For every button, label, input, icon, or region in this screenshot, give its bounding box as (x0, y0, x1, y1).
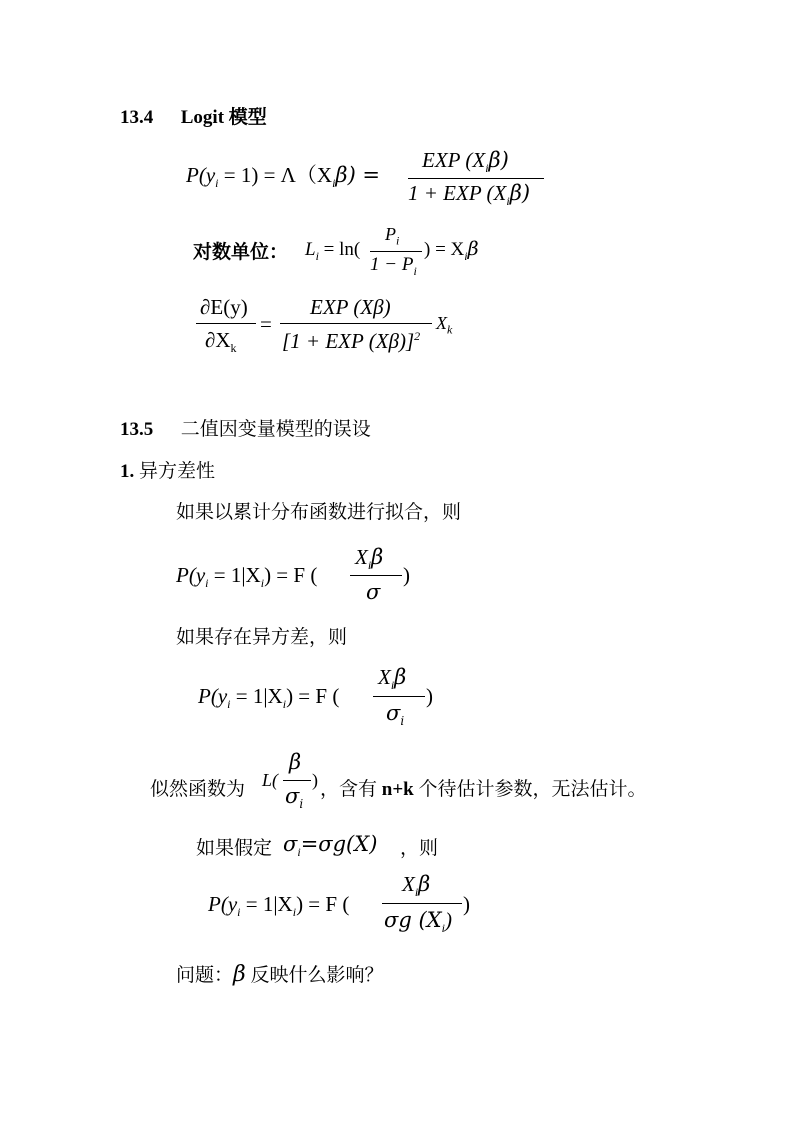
item-1-heading: 1. 异方差性 (120, 461, 216, 482)
logit-eq-numerator: EXP $(X_i\beta)$ (422, 148, 509, 176)
section-title: 二值因变量模型的误设 (180, 419, 371, 440)
likelihood-denominator: $\sigma_i$ (285, 784, 304, 812)
likelihood-numerator: β (289, 750, 302, 774)
logodds-label: 对数单位： (193, 242, 289, 263)
marginal-effect-equals: = (260, 312, 272, 336)
marginal-effect-tail: $X_k$ (436, 313, 453, 337)
logit-eq-denominator: 1 + EXP $(X_i\beta)$ (408, 181, 531, 209)
logit-eq-fraction-bar (408, 178, 544, 179)
section-number: 13.4 (120, 107, 154, 128)
logodds-numerator: $P_i$ (385, 224, 400, 248)
marginal-effect-lhs-denominator: $\partial X_k$ (205, 328, 237, 356)
paragraph-assumption: 如果假定 (196, 838, 273, 859)
marginal-effect-fraction-bar (280, 323, 432, 324)
logodds-fraction-bar (370, 251, 422, 252)
paragraph-assumption-tail: ，则 (400, 838, 439, 859)
logodds-denominator: $1 - P_i$ (370, 254, 417, 278)
section-title: Logit 模型 (180, 107, 267, 128)
logodds-rhs: ) = $X_i\beta$ (424, 238, 479, 263)
section-number: 13.5 (120, 419, 154, 440)
cdf-eq-numerator: $X_i\beta$ (355, 545, 384, 573)
section-13-5-heading (120, 420, 371, 439)
marginal-effect-lhs-numerator: ∂E(y) (200, 295, 248, 319)
gx-eq-close: ) (463, 892, 470, 916)
logodds-lhs: $L_i = \ln$( (305, 239, 361, 263)
logit-probability-equation: $P(y_i = 1) = \Lambda(X_i\beta)$ = (186, 163, 381, 191)
paragraph-question: 问题：β 反映什么影响？ (176, 962, 384, 987)
hetero-eq-lhs: $P(y_i = 1|X_i) = F$ ( (198, 684, 340, 712)
hetero-eq-denominator: $\sigma_i$ (386, 701, 405, 729)
cdf-eq-denominator: σ (366, 580, 381, 604)
hetero-eq-numerator: $X_i\beta$ (378, 665, 407, 693)
paragraph-heteroskedasticity: 如果存在异方差，则 (176, 627, 348, 648)
paragraph-likelihood: 似然函数为 (150, 779, 246, 800)
cdf-eq-fraction-bar (350, 575, 402, 576)
paragraph-cdf-fit: 如果以累计分布函数进行拟合，则 (176, 502, 462, 523)
marginal-effect-denominator: [1 + EXP (Xβ)]$^2$ (282, 329, 421, 353)
cdf-eq-close: ) (403, 563, 410, 587)
gx-eq-denominator: σg $(X_i)$ (384, 908, 452, 936)
section-13-4-heading (120, 108, 267, 127)
gx-eq-numerator: $X_i\beta$ (402, 872, 431, 900)
hetero-eq-fraction-bar (373, 696, 425, 697)
assumption-expression: $\sigma_i=\sigma g(X)$ (283, 832, 378, 860)
marginal-effect-numerator: EXP (Xβ) (310, 295, 391, 319)
likelihood-close: ) (312, 770, 318, 790)
hetero-eq-close: ) (426, 684, 433, 708)
cdf-eq-lhs: $P(y_i = 1|X_i) = F$ ( (176, 563, 318, 591)
likelihood-fraction-bar (283, 780, 311, 781)
paragraph-likelihood-tail: ，含有 n+k 个待估计参数，无法估计。 (320, 779, 647, 800)
marginal-effect-lhs-bar (196, 323, 256, 324)
gx-eq-lhs: $P(y_i = 1|X_i) = F$ ( (208, 892, 350, 920)
likelihood-L: L( (262, 770, 279, 790)
gx-eq-fraction-bar (382, 903, 462, 904)
